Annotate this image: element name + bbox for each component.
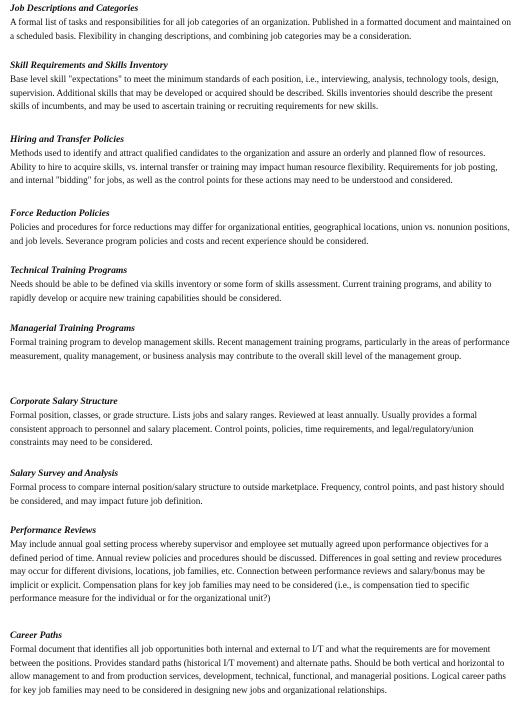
section-heading: Managerial Training Programs (10, 323, 135, 334)
section-body: Policies and procedures for force reductions may differ for organizational entities, geographical locations, union vs. nonunion positions, and job levels. Severance program policies and costs and recent experience should be considered. (10, 222, 510, 246)
section-body: A formal list of tasks and responsibilities for all job categories of an organization. Published in a formatted document and maintained on a scheduled basis. Flexibility in changing descriptions, and combining job categories may be a consideration. (10, 17, 511, 41)
section-heading: Force Reduction Policies (10, 208, 110, 219)
section-body: Formal document that identifies all job opportunities both internal and external to I/T and what the requirements are for movement between the positions. Provides standard paths (historical I/T movement) and alternate paths. Should be both vertical and horizontal to allow management to and from production services, development, technical, functional, and managerial positions. Logical career paths for key job families may need to be considered in designing new jobs and organizational relationships. (10, 644, 506, 695)
section-career-paths (10, 629, 512, 697)
section-body: Methods used to identify and attract qualified candidates to the organization and assure an orderly and planned flow of resources. Ability to hire to acquire skills, vs. internal transfer or training may impact human resource flexibility. Requirements for job posting, and internal "bidding" for jobs, as well as the control points for these actions may need to be understood and considered. (10, 148, 498, 186)
section-managerial-training (10, 322, 512, 363)
section-heading: Job Descriptions and Categories (10, 3, 139, 14)
section-heading: Hiring and Transfer Policies (10, 134, 124, 145)
section-heading: Skill Requirements and Skills Inventory (10, 60, 168, 71)
section-corporate-salary (10, 395, 512, 450)
section-hiring-transfer (10, 133, 512, 188)
section-body: Base level skill "expectations" to meet the minimum standards of each position, i.e., interviewing, analysis, technology tools, design, supervision. Additional skills that may be developed or acquired should be described. Skills inventories should describe the present skills of incumbents, and may be used to ascertain training or recruiting requirements for new skills. (10, 74, 499, 112)
section-heading: Corporate Salary Structure (10, 396, 118, 407)
section-skill-requirements (10, 59, 512, 114)
section-heading: Salary Survey and Analysis (10, 468, 119, 479)
section-body: Formal position, classes, or grade structure. Lists jobs and salary ranges. Reviewed at least annually. Usually provides a formal consistent approach to personnel and salary placement. Control points, policies, time requirements, and legal/regulatory/union constraints may need to be considered. (10, 410, 478, 448)
section-technical-training (10, 264, 512, 305)
section-body: Formal process to compare internal position/salary structure to outside marketplace. Frequency, control points, and past history should be considered, and may impact future job definition. (10, 482, 505, 506)
section-performance-reviews (10, 524, 512, 606)
section-body: Needs should be able to be defined via skills inventory or some form of skills assessment. Current training programs, and ability to rapidly develop or acquire new training capabilities should be considered. (10, 279, 492, 303)
section-body: May include annual goal setting process whereby supervisor and employee set mutually agreed upon performance objectives for a defined period of time. Annual review policies and procedures should be discussed. Differences in goal setting and review procedures may occur for different divisions, locations, job families, etc. Connection between performance reviews and salary/bonus may be implicit or explicit. Compensation plans for key job families may need to be considered (i.e., is compensation tied to specific performance measure for the individual or for the organizational unit?) (10, 539, 502, 604)
section-heading: Technical Training Programs (10, 265, 128, 276)
section-heading: Career Paths (10, 630, 62, 641)
section-job-descriptions (10, 2, 512, 43)
section-body: Formal training program to develop management skills. Recent management training programs, particularly in the areas of performance measurement, quality management, or business analysis may contribute to the overall skill level of the management group. (10, 337, 510, 361)
section-force-reduction (10, 207, 512, 248)
section-salary-survey (10, 467, 512, 508)
section-heading: Performance Reviews (10, 525, 97, 536)
